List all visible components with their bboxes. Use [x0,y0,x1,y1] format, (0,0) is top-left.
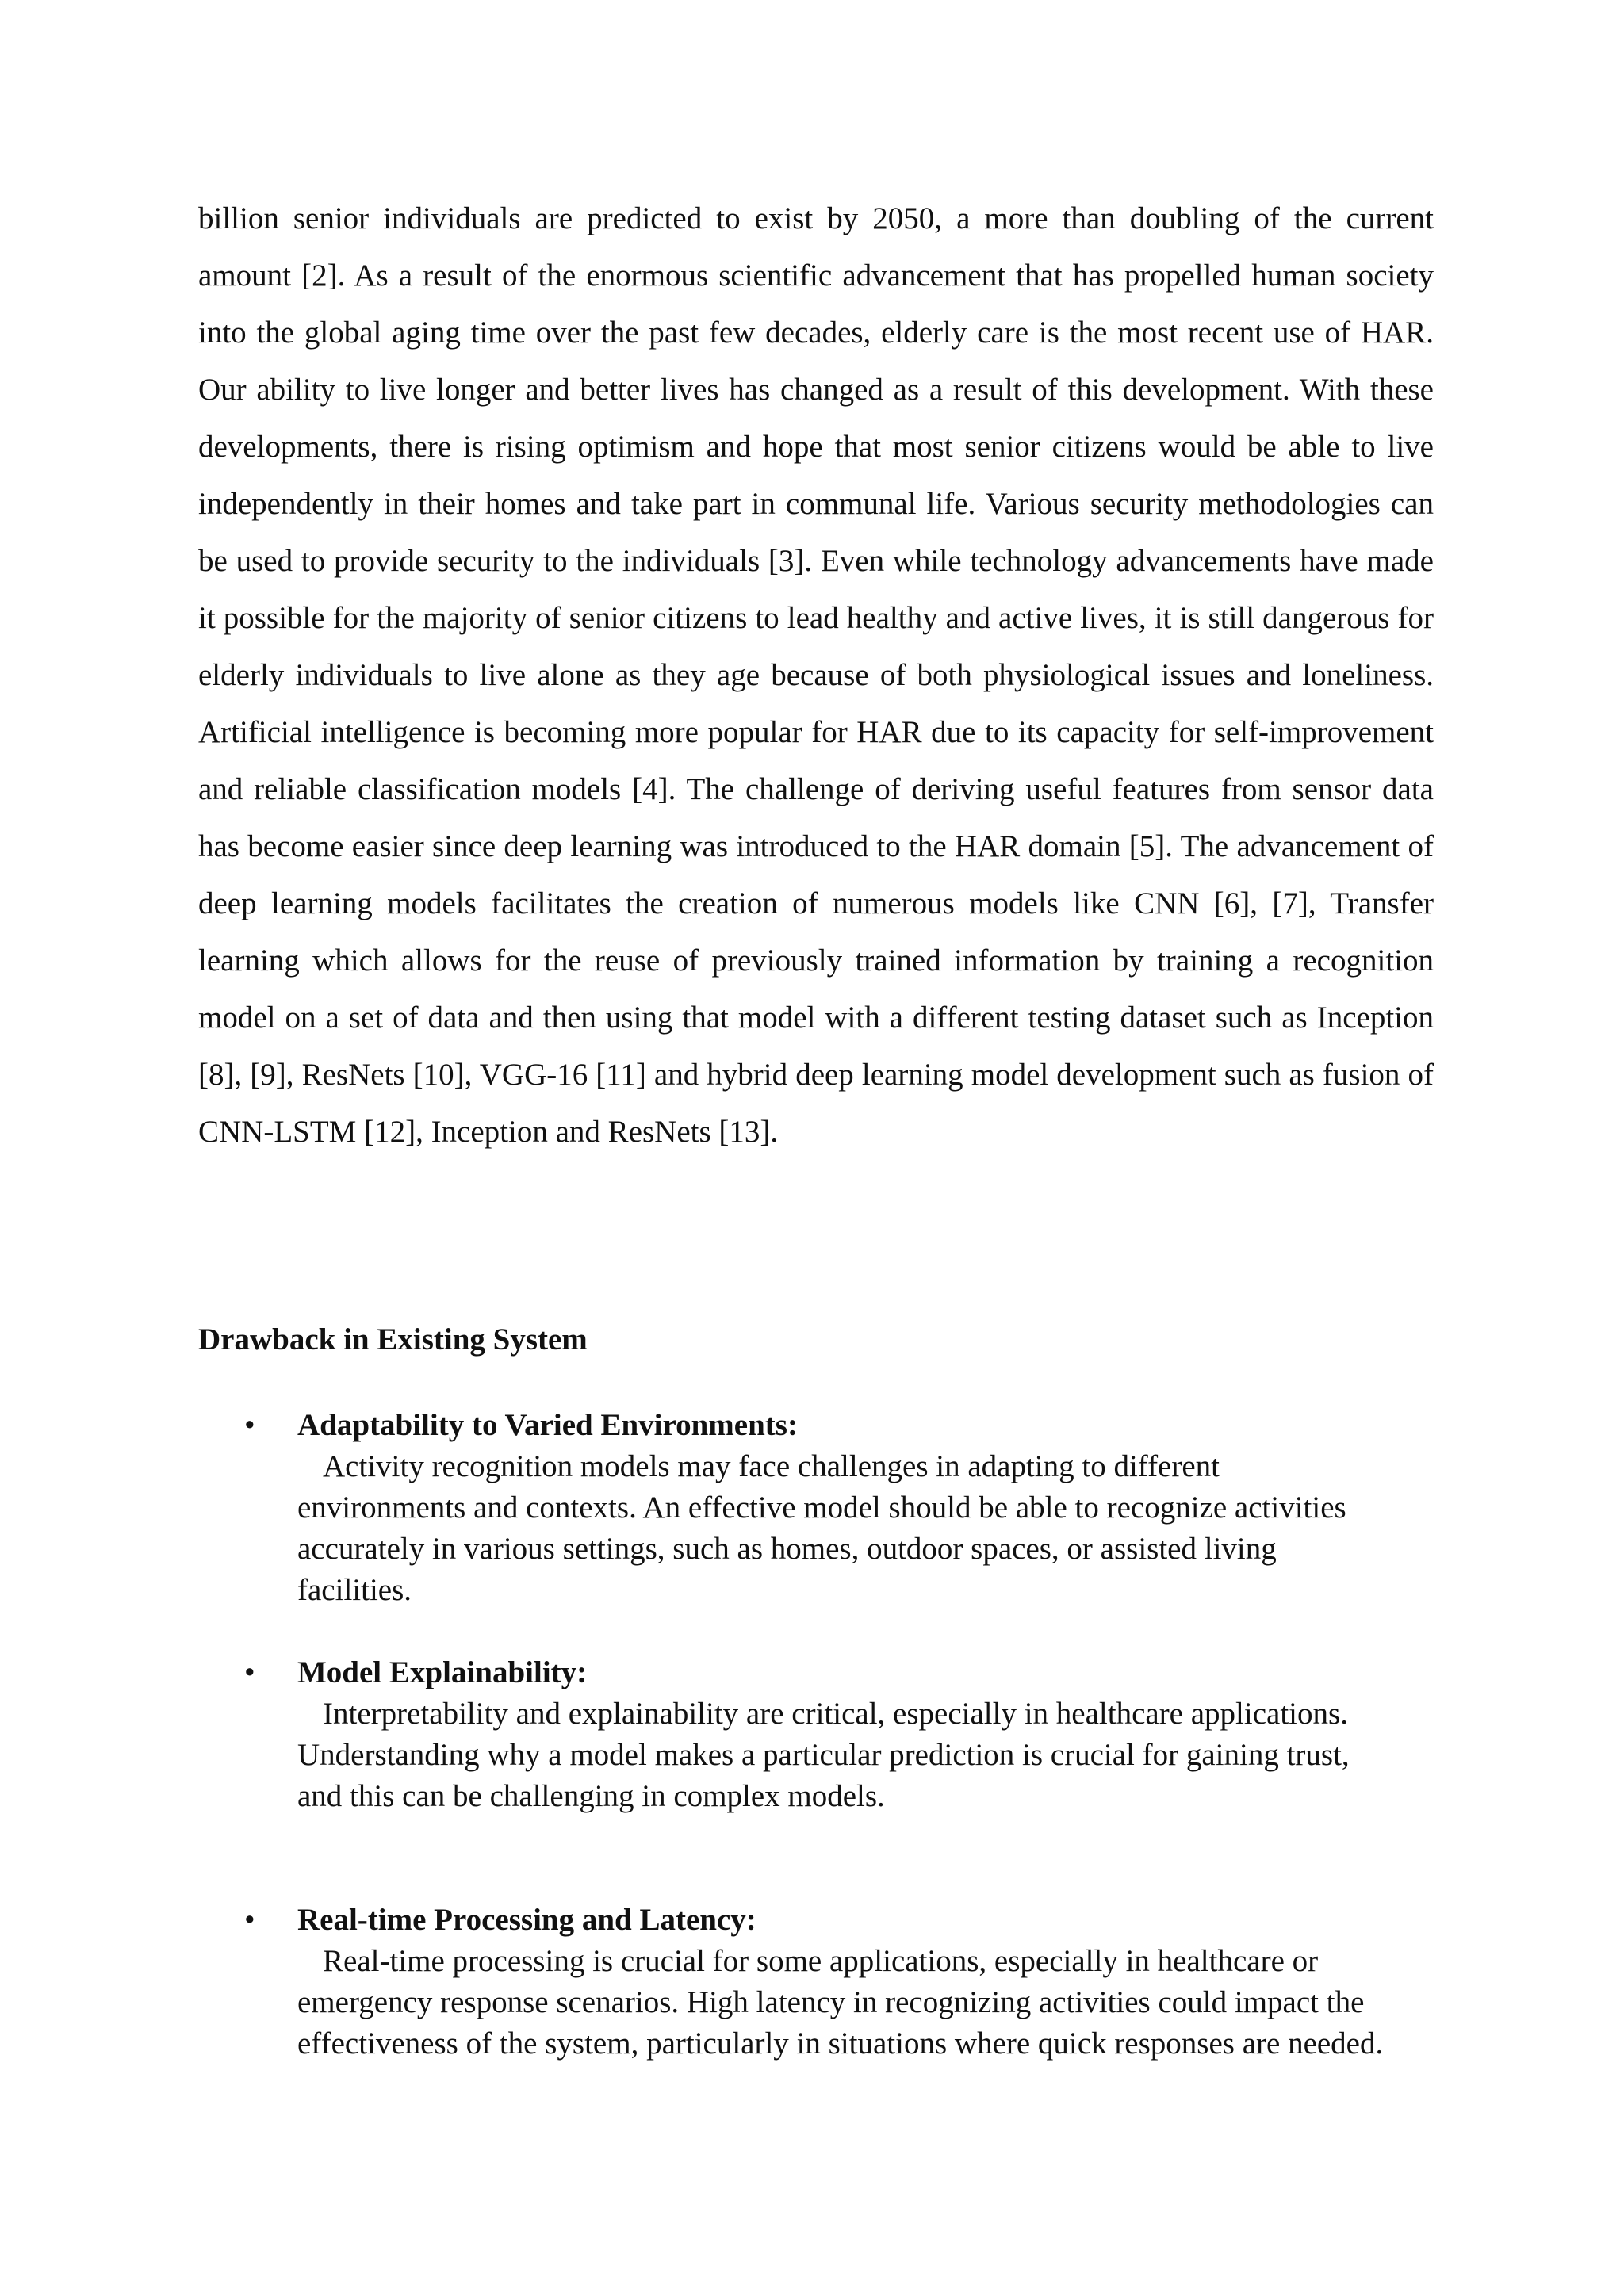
bullet-content [297,1900,1392,2064]
bullet-title: Real-time Processing and Latency: [297,1903,756,1937]
bullet-item-realtime [198,1900,1435,2064]
section-heading: Drawback in Existing System [198,1322,588,1357]
bullet-item-explainability [198,1652,1435,1817]
bullet-marker: • [244,1655,255,1689]
bullet-title: Model Explainability: [297,1655,588,1689]
bullet-item-adaptability [198,1405,1435,1611]
bullet-marker: • [244,1408,255,1442]
bullet-marker: • [244,1903,255,1937]
bullet-title: Adaptability to Varied Environments: [297,1408,798,1442]
body-paragraph: billion senior individuals are predicted to exist by 2050, a more than doubling of the current amount [2]. As a result of the enormous scientific advancement that has propelled human society into the global aging time over the past few decades, elderly care is the most recent use of HAR. Our ability to live longer and better lives has changed as a result of this development. With these developments, there is rising optimism and hope that most senior citizens would be able to live independently in their homes and take part in communal life. Various security methodologies can be used to provide security to the individuals [3]. Even while technology advancements have made it possible for the majority of senior citizens to lead healthy and active lives, it is still dangerous for elderly individuals to live alone as they age because of both physiological issues and loneliness. Artificial intelligence is becoming more popular for HAR due to its capacity for self-improvement and reliable classification models [4]. The challenge of deriving useful features from sensor data has become easier since deep learning was introduced to the HAR domain [5]. The advancement of deep learning models facilitates the creation of numerous models like CNN [6], [7], Transfer learning which allows for the reuse of previously trained information by training a recognition model on a set of data and then using that model with a different testing dataset such as Inception [8], [9], ResNets [10], VGG-16 [11] and hybrid deep learning model development such as fusion of CNN-LSTM [12], Inception and ResNets [13]. [198,201,1434,1149]
bullet-content [297,1652,1392,1817]
bullet-text: Activity recognition models may face challenges in adapting to different environments and contexts. An effective model should be able to recognize activities accurately in various settings, such as homes, outdoor spaces, or assisted living facilities. [297,1449,1346,1607]
bullet-text: Interpretability and explainability are critical, especially in healthcare applications. Understanding why a model makes a particular prediction is crucial for gaining trust, and this can be challenging in complex models. [297,1697,1350,1813]
bullet-content [297,1405,1392,1611]
bullet-text: Real-time processing is crucial for some applications, especially in healthcare or emergency response scenarios. High latency in recognizing activities could impact the effectiveness of the system, particularly in situations where quick responses are needed. [297,1944,1384,2061]
